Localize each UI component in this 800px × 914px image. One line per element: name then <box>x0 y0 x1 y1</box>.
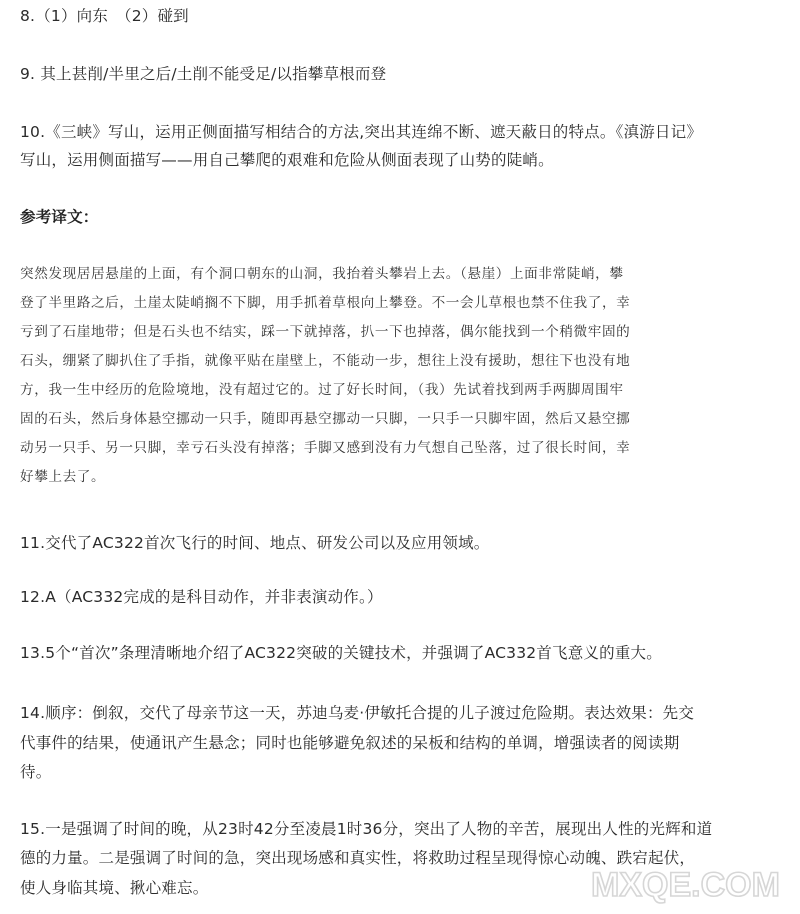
answer-14-line-2: 代事件的结果，使通讯产生悬念；同时也能够避免叙述的呆板和结构的单调，增强读者的阅读期 <box>20 734 680 752</box>
translation-line: 动另一只手、另一只脚，幸亏石头没有掉落；手脚又感到没有力气想自己坠落，过了很长时间，幸 <box>20 440 631 456</box>
translation-line: 突然发现居居悬崖的上面，有个洞口朝东的山洞，我抬着头攀岩上去。（悬崖）上面非常陡峭，攀 <box>20 266 624 282</box>
translation-line: 方，我一生中经历的危险境地，没有超过它的。过了好长时间，（我）先试着找到两手两脚周围牢 <box>20 382 624 398</box>
answer-15-line-1: 15.一是强调了时间的晚，从23时42分至凌晨1时36分，突出了人物的辛苦，展现出人性的光辉和道 <box>20 820 713 838</box>
answer-13: 13.5个“首次”条理清晰地介绍了AC322突破的关键技术，并强调了AC332首飞意义的重大。 <box>20 644 662 662</box>
answer-9: 9. 其上甚削/半里之后/土削不能受足/以指攀草根而登 <box>20 65 387 83</box>
answer-15-line-3: 使人身临其境、揪心难忘。 <box>20 879 209 897</box>
answer-10-line-2: 写山，运用侧面描写——用自己攀爬的艰难和危险从侧面表现了山势的陡峭。 <box>20 151 554 169</box>
answer-12: 12.A（AC332完成的是科目动作，并非表演动作。） <box>20 588 383 606</box>
watermark-text: MXQE.COM <box>591 866 780 904</box>
answer-8: 8.（1）向东 （2）碰到 <box>20 7 189 25</box>
site-watermark-logo <box>587 850 792 910</box>
answer-14-line-1: 14.顺序：倒叙，交代了母亲节这一天，苏迪乌麦·伊敏托合提的儿子渡过危险期。表达效果：先交 <box>20 704 695 722</box>
translation-line: 登了半里路之后，土崖太陡峭搁不下脚，用手抓着草根向上攀登。不一会儿草根也禁不住我了，幸 <box>20 295 631 311</box>
answer-14-line-3: 待。 <box>20 763 52 781</box>
reference-translation-heading: 参考译文： <box>20 208 99 226</box>
answer-10-line-1: 10.《三峡》写山，运用正侧面描写相结合的方法,突出其连绵不断、遮天蔽日的特点。《滇游日记》 <box>20 123 703 141</box>
translation-line: 固的石头，然后身体悬空挪动一只手，随即再悬空挪动一只脚，一只手一只脚牢固，然后又悬空挪 <box>20 411 631 427</box>
translation-line: 亏到了石崖地带；但是石头也不结实，踩一下就掉落，扒一下也掉落，偶尔能找到一个稍微牢固的 <box>20 324 631 340</box>
answer-15-line-2: 德的力量。二是强调了时间的急，突出现场感和真实性，将救助过程呈现得惊心动魄、跌宕起伏， <box>20 849 696 867</box>
translation-line: 好攀上去了。 <box>20 469 106 485</box>
answer-11: 11.交代了AC322首次飞行的时间、地点、研发公司以及应用领域。 <box>20 534 490 552</box>
translation-line: 石头，绷紧了脚扒住了手指，就像平贴在崖壁上，不能动一步，想往上没有援助，想往下也没有地 <box>20 353 631 369</box>
